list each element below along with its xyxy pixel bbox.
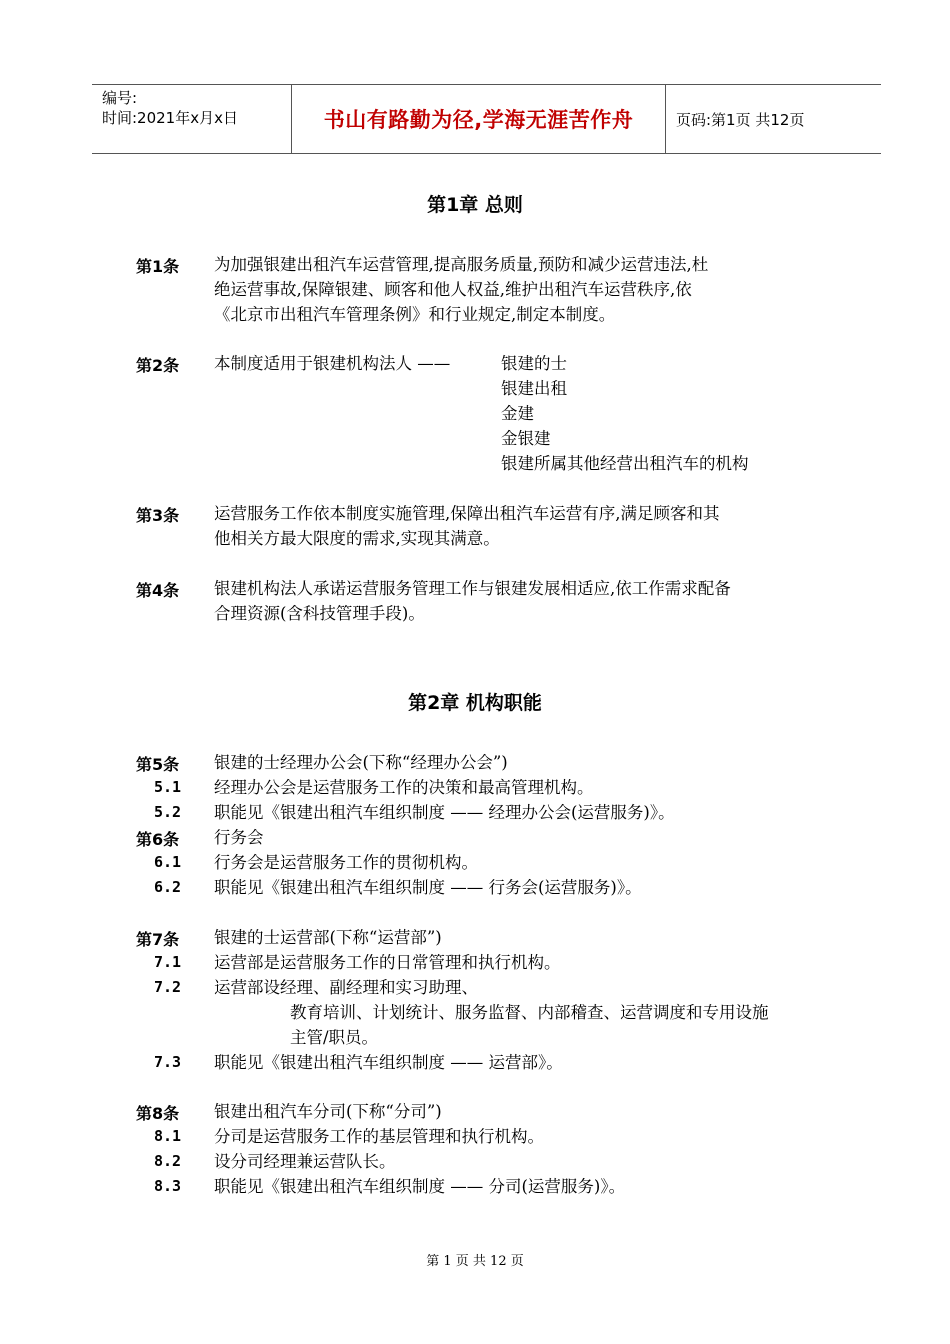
header-meta-cell bbox=[92, 85, 292, 153]
article-3-label: 第3条 bbox=[136, 506, 180, 525]
article-5-text: 银建的士经理办公会(下称“经理办公会”) bbox=[214, 753, 508, 772]
article-4-line-1: 银建机构法人承诺运营服务管理工作与银建发展相适应,依工作需求配备 bbox=[214, 579, 731, 598]
article-2-intro: 本制度适用于银建机构法人 —— bbox=[214, 354, 451, 373]
article-7-label: 第7条 bbox=[136, 930, 180, 949]
header-table bbox=[92, 84, 881, 154]
article-1-line-3: 《北京市出租汽车管理条例》和行业规定,制定本制度。 bbox=[214, 305, 616, 324]
section-6-2-num: 6.2 bbox=[154, 878, 182, 896]
section-6-1-text: 行务会是运营服务工作的贯彻机构。 bbox=[214, 853, 478, 872]
article-1-line-2: 绝运营事故,保障银建、顾客和他人权益,维护出租汽车运营秩序,依 bbox=[214, 280, 692, 299]
section-8-1-num: 8.1 bbox=[154, 1127, 182, 1145]
section-5-1-num: 5.1 bbox=[154, 778, 182, 796]
number-label: 编号: bbox=[102, 89, 138, 107]
article-1-label: 第1条 bbox=[136, 257, 180, 276]
section-7-2-cont-1: 教育培训、计划统计、服务监督、内部稽查、运营调度和专用设施 bbox=[290, 1003, 769, 1022]
article-6-label: 第6条 bbox=[136, 830, 180, 849]
article-3-line-2: 他相关方最大限度的需求,实现其满意。 bbox=[214, 529, 500, 548]
time-label: 时间:2021年x月x日 bbox=[102, 109, 238, 127]
page-footer: 第 1 页 共 12 页 bbox=[426, 1254, 524, 1269]
section-7-2-cont-2: 主管/职员。 bbox=[290, 1028, 379, 1047]
article-4-line-2: 合理资源(含科技管理手段)。 bbox=[214, 604, 425, 623]
article-7-text: 银建的士运营部(下称“运营部”) bbox=[214, 928, 442, 947]
article-2-item: 银建所属其他经营出租汽车的机构 bbox=[501, 454, 749, 473]
article-3-line-1: 运营服务工作依本制度实施管理,保障出租汽车运营有序,满足顾客和其 bbox=[214, 504, 720, 523]
section-7-1-num: 7.1 bbox=[154, 953, 182, 971]
article-2-label: 第2条 bbox=[136, 356, 180, 375]
article-2-item: 金银建 bbox=[501, 429, 551, 448]
article-2-item: 银建出租 bbox=[501, 379, 567, 398]
section-5-1-text: 经理办公会是运营服务工作的决策和最高管理机构。 bbox=[214, 778, 594, 797]
article-1-line-1: 为加强银建出租汽车运营管理,提高服务质量,预防和减少运营违法,杜 bbox=[214, 255, 709, 274]
section-7-1-text: 运营部是运营服务工作的日常管理和执行机构。 bbox=[214, 953, 561, 972]
section-8-1-text: 分司是运营服务工作的基层管理和执行机构。 bbox=[214, 1127, 544, 1146]
article-8-text: 银建出租汽车分司(下称“分司”) bbox=[214, 1102, 442, 1121]
section-7-3-num: 7.3 bbox=[154, 1053, 182, 1071]
section-8-3-text: 职能见《银建出租汽车组织制度 —— 分司(运营服务)》。 bbox=[214, 1177, 626, 1196]
article-2-item: 金建 bbox=[501, 404, 534, 423]
section-7-2-text: 运营部设经理、副经理和实习助理、 bbox=[214, 978, 478, 997]
section-5-2-num: 5.2 bbox=[154, 803, 182, 821]
section-8-2-num: 8.2 bbox=[154, 1152, 182, 1170]
header-page-info: 页码:第1页 共12页 bbox=[676, 110, 805, 129]
section-7-3-text: 职能见《银建出租汽车组织制度 —— 运营部》。 bbox=[214, 1053, 563, 1072]
header-motto: 书山有路勤为径,学海无涯苦作舟 bbox=[292, 85, 666, 153]
section-8-2-text: 设分司经理兼运营队长。 bbox=[214, 1152, 396, 1171]
chapter-2-title: 第2章 机构职能 bbox=[408, 692, 542, 714]
section-5-2-text: 职能见《银建出租汽车组织制度 —— 经理办公会(运营服务)》。 bbox=[214, 803, 675, 822]
section-8-3-num: 8.3 bbox=[154, 1177, 182, 1195]
article-2-item: 银建的士 bbox=[501, 354, 567, 373]
article-6-text: 行务会 bbox=[214, 828, 264, 847]
chapter-1-title: 第1章 总则 bbox=[427, 194, 523, 216]
section-7-2-num: 7.2 bbox=[154, 978, 182, 996]
article-5-label: 第5条 bbox=[136, 755, 180, 774]
article-8-label: 第8条 bbox=[136, 1104, 180, 1123]
article-4-label: 第4条 bbox=[136, 581, 180, 600]
section-6-1-num: 6.1 bbox=[154, 853, 182, 871]
section-6-2-text: 职能见《银建出租汽车组织制度 —— 行务会(运营服务)》。 bbox=[214, 878, 642, 897]
